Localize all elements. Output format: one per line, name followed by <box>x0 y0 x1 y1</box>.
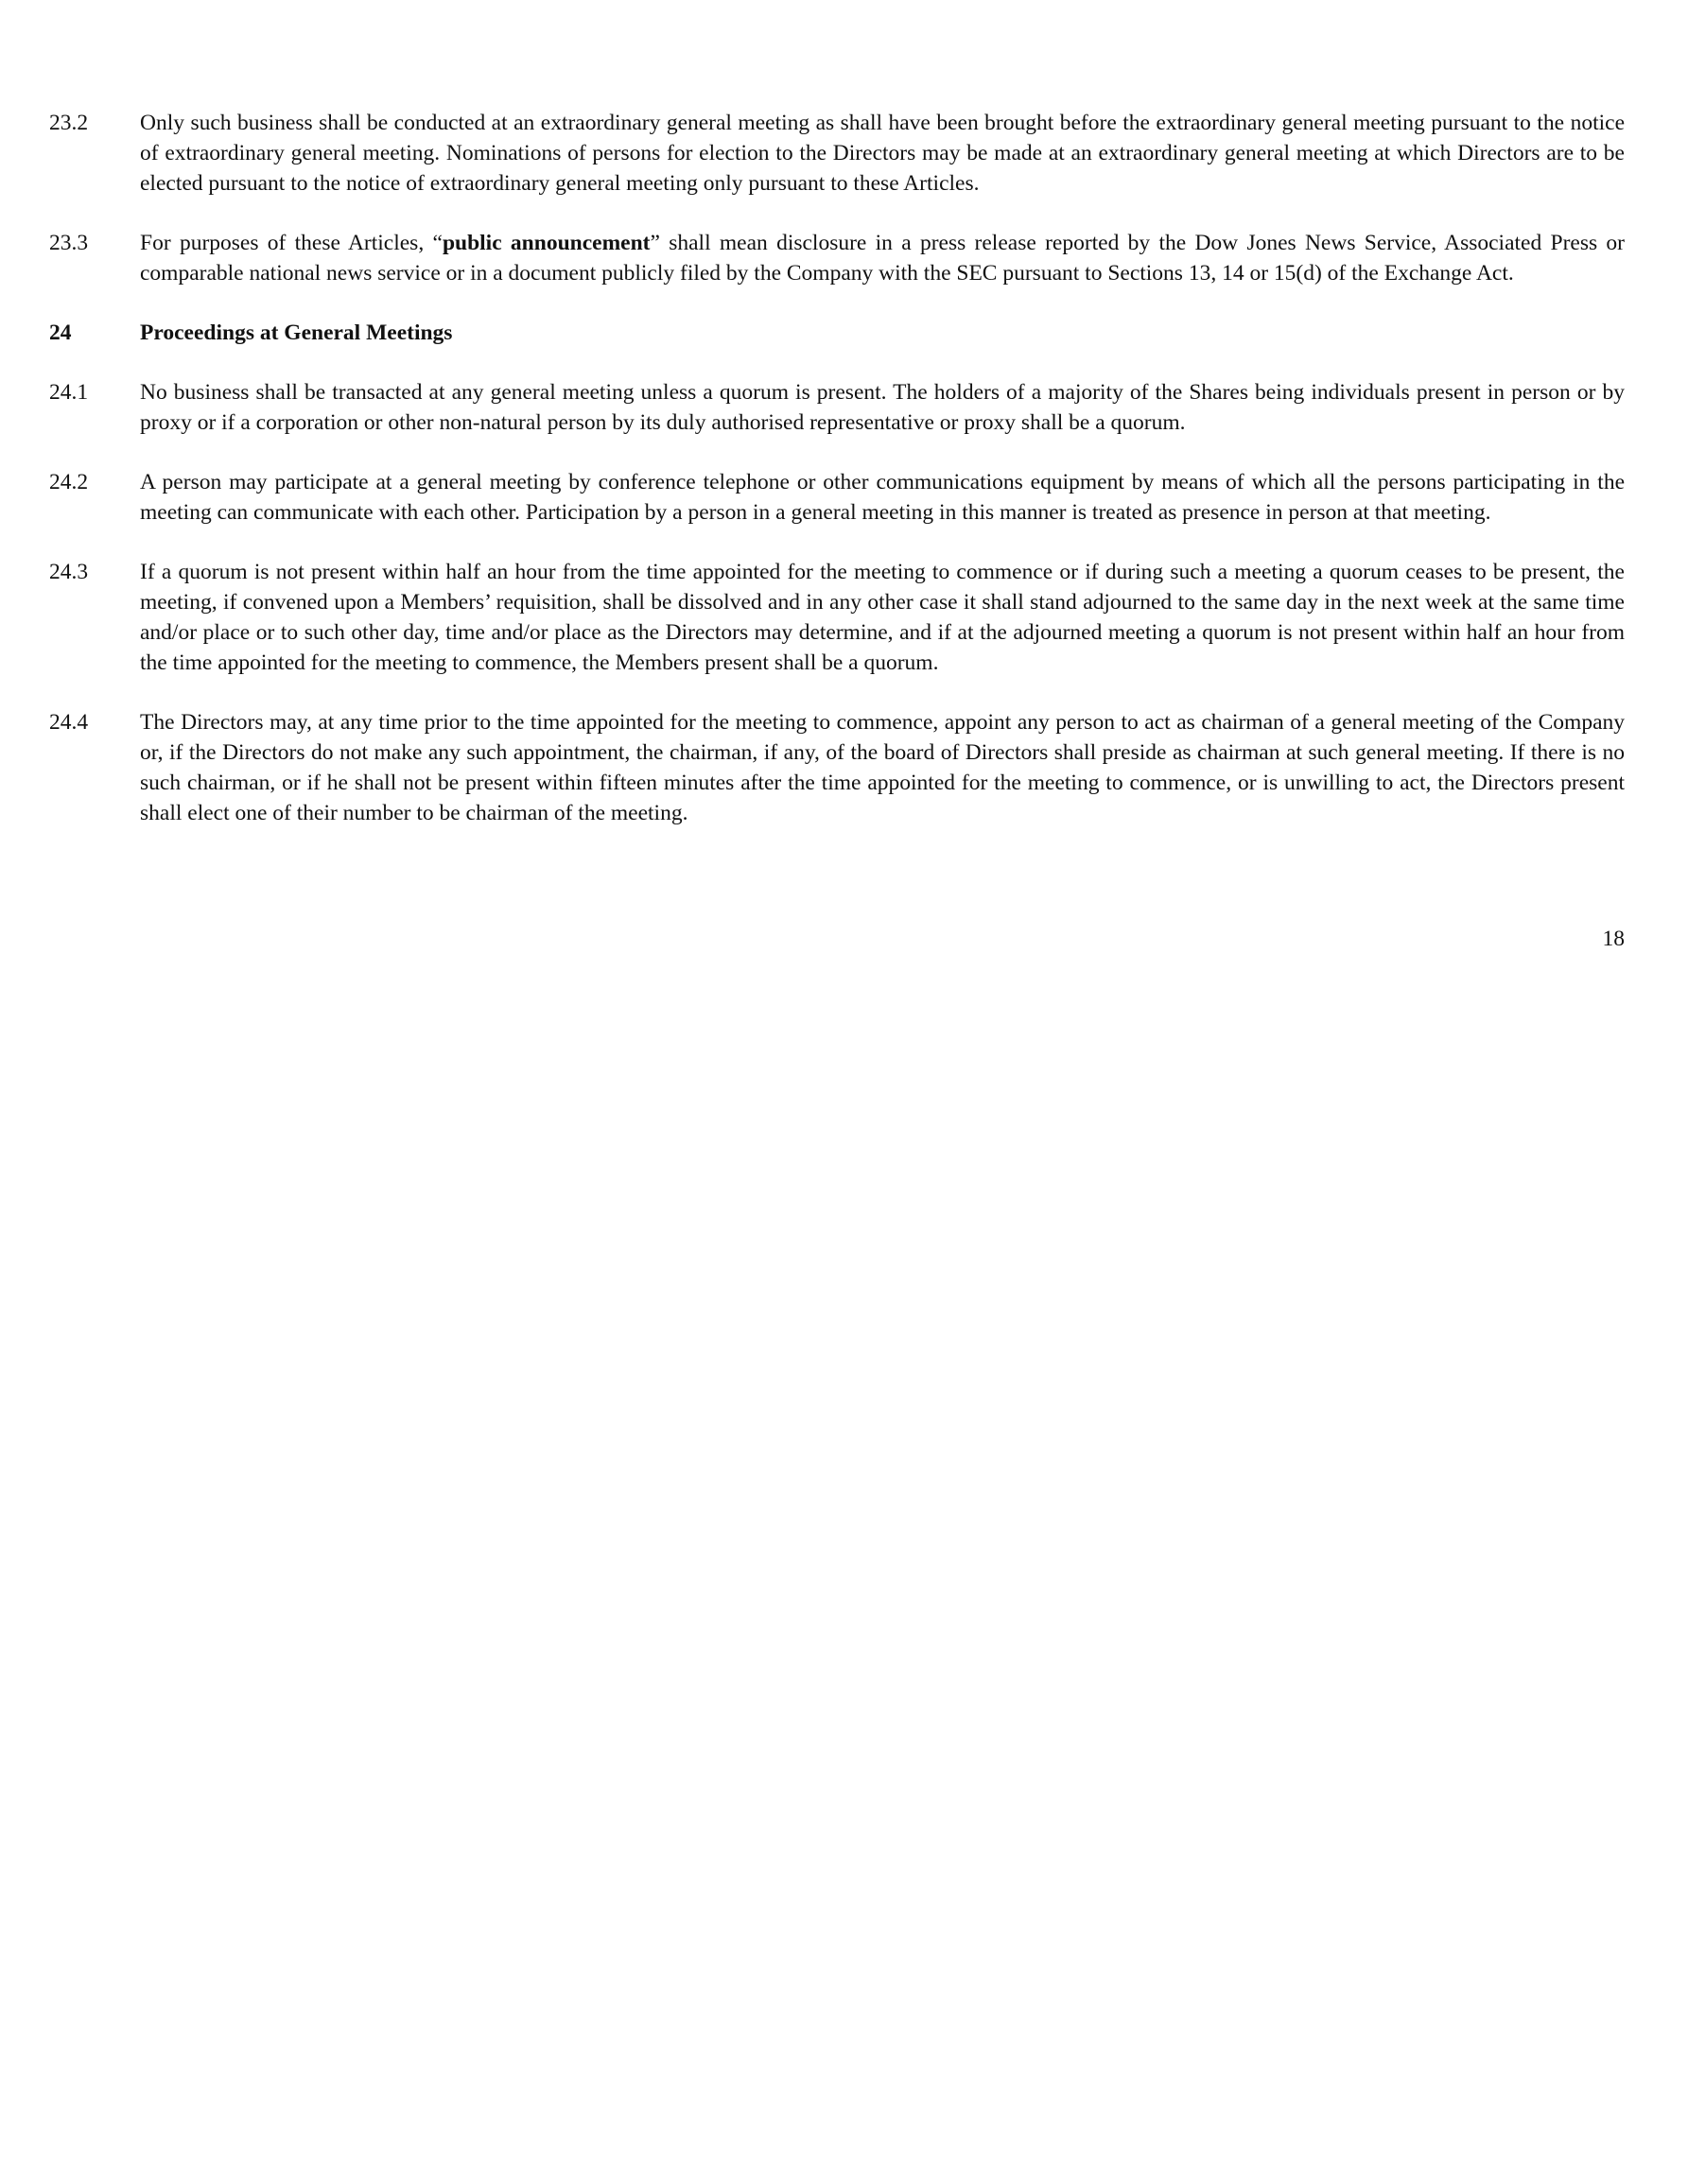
clause-text: The Directors may, at any time prior to the time appointed for the meeting to commence, appoint any person to act as chairman of a general meeting of the Company or, if the Directors do not make any such appointment, the chairman, if any, of the board of Directors shall preside as chairman at such general meeting. If there is no such chairman, or if he shall not be present within fifteen minutes after the time appointed for the meeting to commence, or is unwilling to act, the Directors present shall elect one of their number to be chairman of the meeting. <box>140 710 1625 825</box>
clause-text <box>140 228 1625 288</box>
clause-number: 24.4 <box>49 710 89 735</box>
clause-text-after: ” shall mean disclosure in a press release reported by the Dow Jones News Service, Associated Press or comparable national news service or in a document publicly filed by the Company with the SEC pursuant to Sections 13, 14 or 15(d) of the Exchange Act. <box>140 231 1626 286</box>
clause-text: No business shall be transacted at any general meeting unless a quorum is present. The holders of a majority of the Shares being individuals present in person or by proxy or if a corporation or other non-natural person by its duly authorised representative or proxy shall be a quorum. <box>140 380 1625 435</box>
clause-number: 24.1 <box>49 380 89 405</box>
clause-24-4 <box>49 707 1625 828</box>
clause-24-1 <box>49 377 1625 438</box>
defined-term: public announcement <box>442 231 651 255</box>
clause-number: 23.2 <box>49 111 89 135</box>
clause-text: If a quorum is not present within half an hour from the time appointed for the meeting to commence or if during such a meeting a quorum ceases to be present, the meeting, if convened upon a Members’ requisition, shall be dissolved and in any other case it shall stand adjourned to the same day in the next week at the same time and/or place or to such other day, time and/or place as the Directors may determine, and if at the adjourned meeting a quorum is not present within half an hour from the time appointed for the meeting to commence, the Members present shall be a quorum. <box>140 560 1625 675</box>
section-number: 24 <box>49 321 72 345</box>
clause-number: 24.2 <box>49 470 89 494</box>
clause-23-3 <box>49 228 1625 288</box>
section-title: Proceedings at General Meetings <box>140 321 453 345</box>
clause-24-2 <box>49 467 1625 528</box>
page-number: 18 <box>1602 927 1625 951</box>
clause-23-2 <box>49 108 1625 199</box>
section-heading-24 <box>49 318 1625 348</box>
document-body <box>49 108 1625 858</box>
clause-number: 24.3 <box>49 560 89 584</box>
clause-24-3 <box>49 557 1625 678</box>
clause-text: Only such business shall be conducted at an extraordinary general meeting as shall have been brought before the extraordinary general meeting pursuant to the notice of extraordinary general meeting. Nominations of persons for election to the Directors may be made at an extraordinary general meeting at which Directors are to be elected pursuant to the notice of extraordinary general meeting only pursuant to these Articles. <box>140 111 1625 196</box>
clause-text: A person may participate at a general meeting by conference telephone or other communications equipment by means of which all the persons participating in the meeting can communicate with each other. Participation by a person in a general meeting in this manner is treated as presence in person at that meeting. <box>140 470 1625 525</box>
clause-text-before: For purposes of these Articles, “ <box>140 231 443 255</box>
clause-number: 23.3 <box>49 231 89 255</box>
